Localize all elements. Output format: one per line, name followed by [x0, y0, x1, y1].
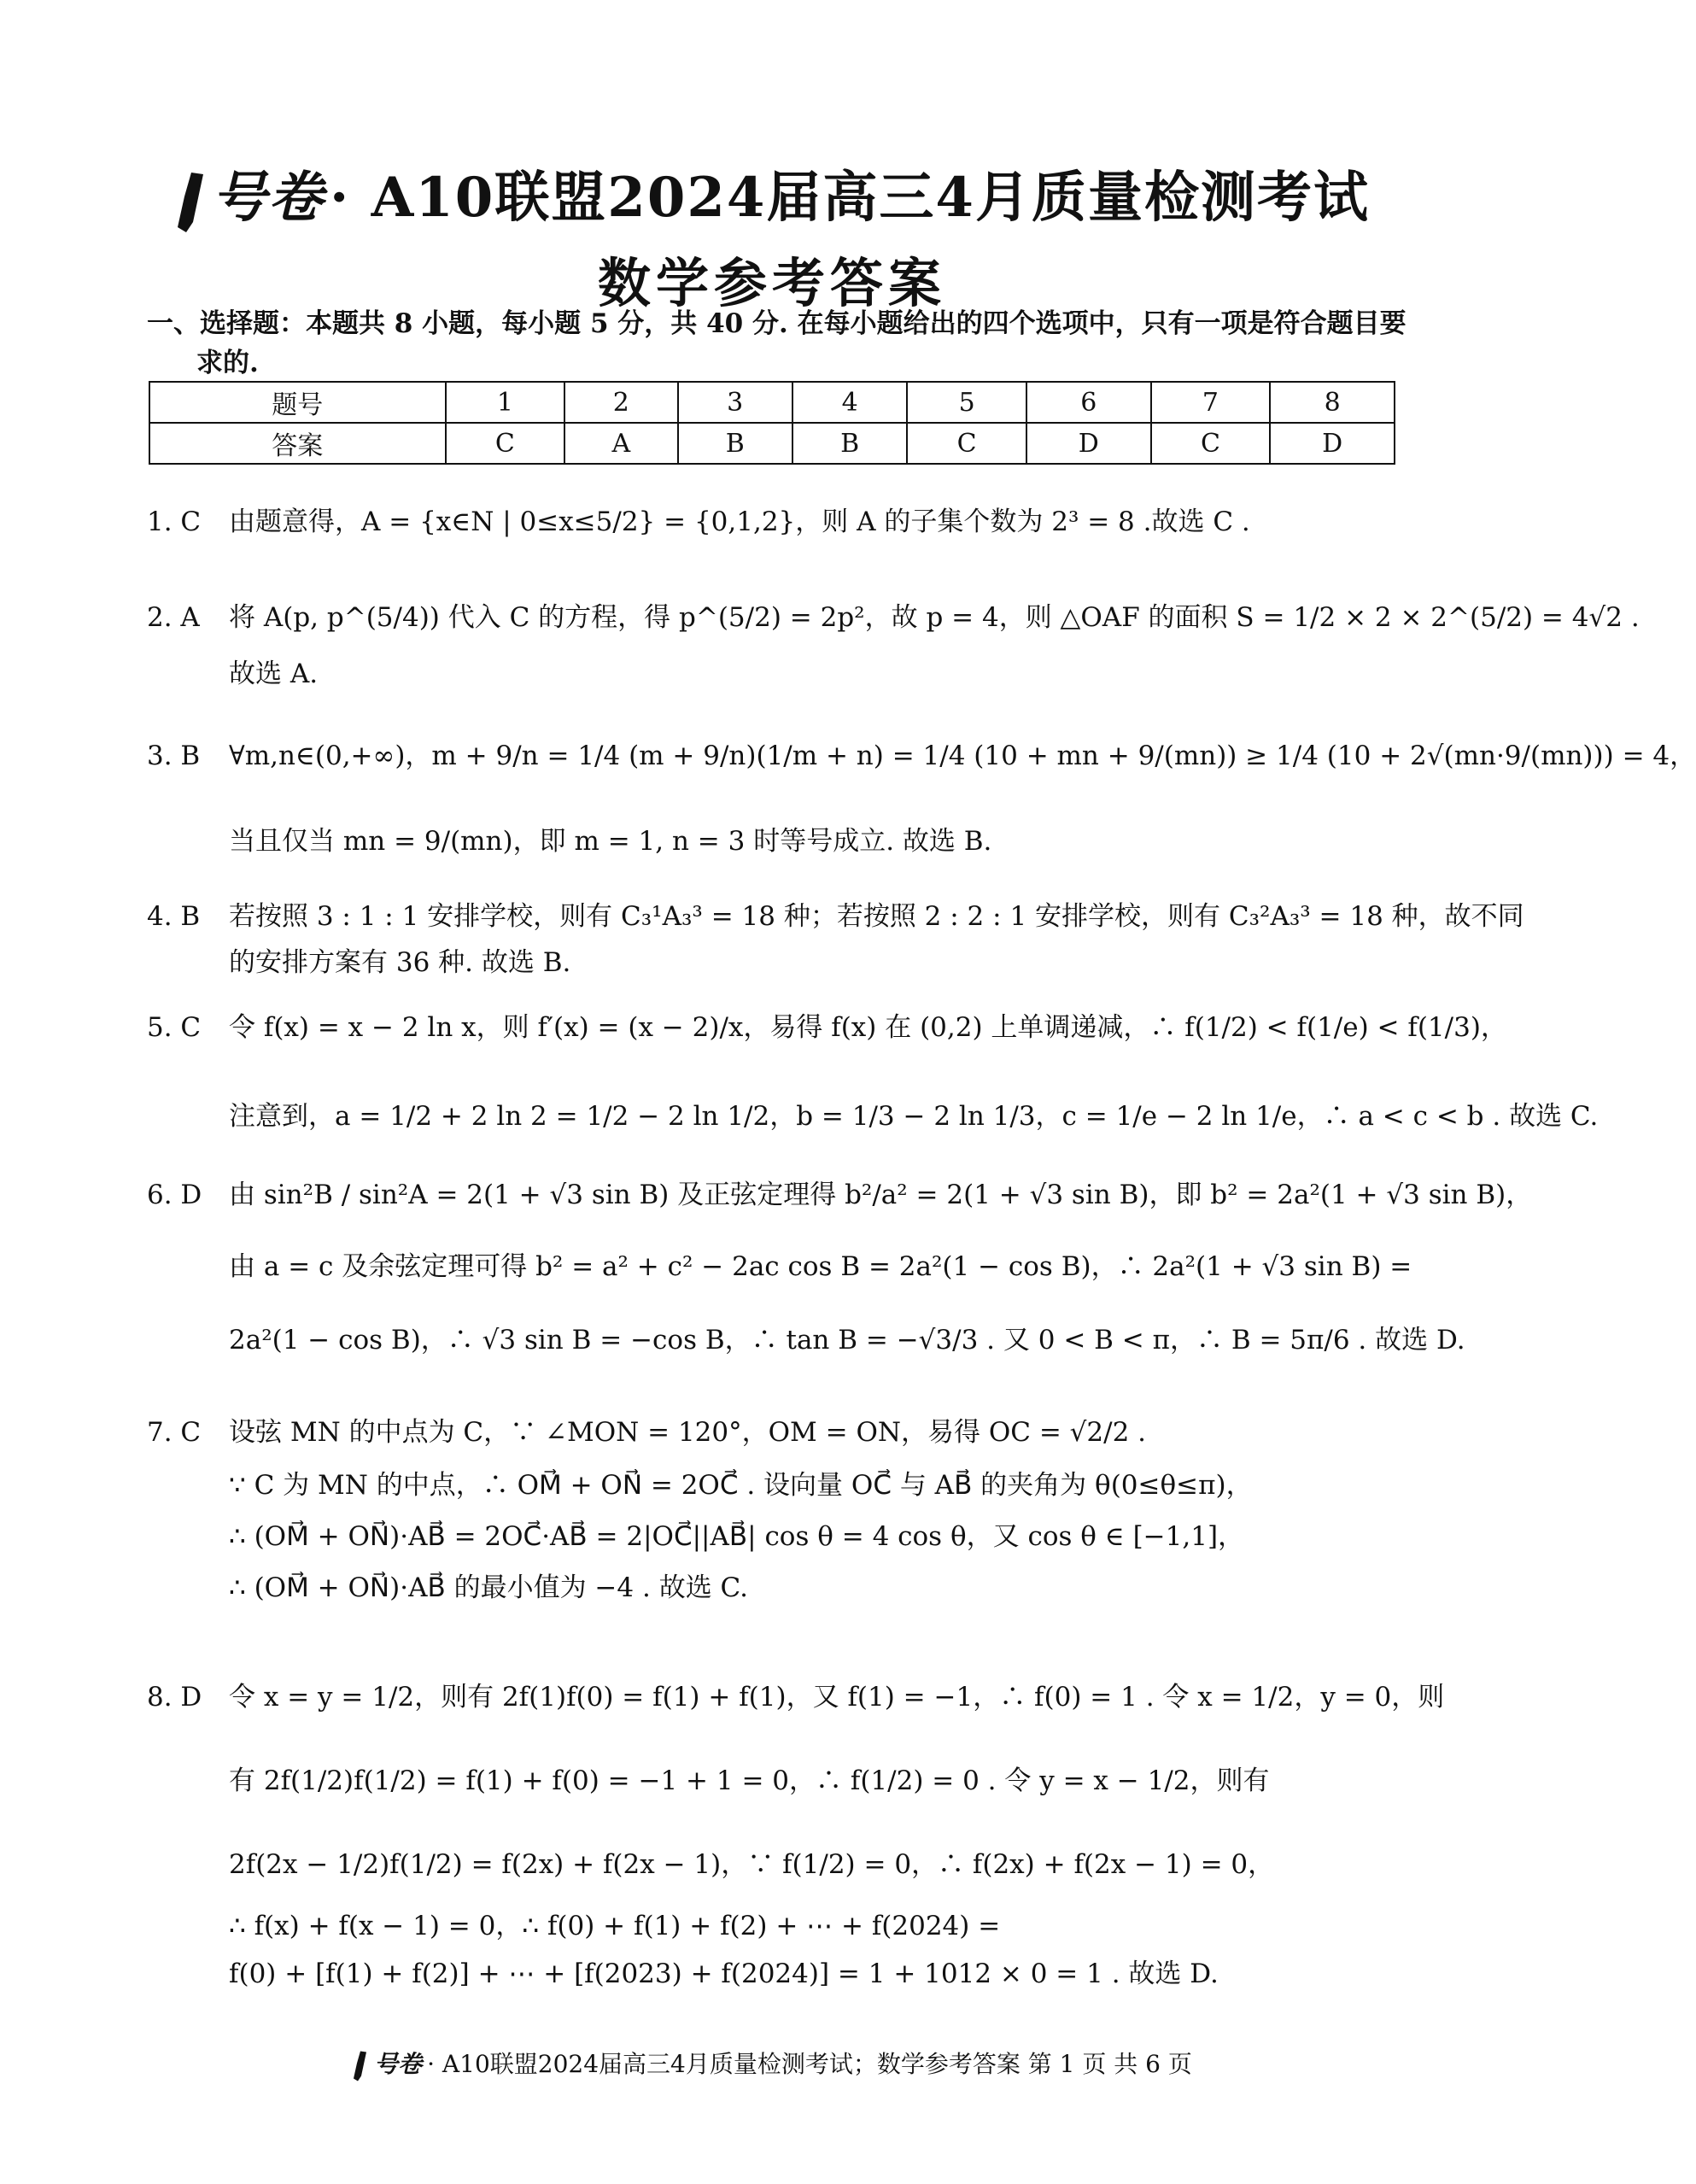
solution-line: 注意到，a = 1/2 + 2 ln 2 = 1/2 − 2 ln 1/2，b = 1/3 − 2 ln 1/3，c = 1/e − 2 ln 1/e，∴ a < c < b . 故选 C.	[229, 1101, 1599, 1132]
solution-line: 有 2f(1/2)f(1/2) = f(1) + f(0) = −1 + 1 = 0，∴ f(1/2) = 0 . 令 y = x − 1/2，则有	[229, 1765, 1270, 1796]
solution-label: 4. B	[147, 901, 201, 932]
footer-logo-text: 号卷	[374, 2050, 423, 2078]
brush-logo-icon	[174, 171, 205, 234]
solution-8	[147, 1678, 1445, 1994]
table-cell: B	[678, 423, 792, 464]
table-cell: 8	[1270, 382, 1395, 423]
table-cell: 5	[907, 382, 1026, 423]
solution-line: 设弦 MN 的中点为 C，∵ ∠MON = 120°，OM = ON，易得 OC = √2/2 .	[229, 1417, 1147, 1448]
solution-label: 2. A	[147, 602, 200, 633]
solution-line: ∴ (OM⃗ + ON⃗)·AB⃗ 的最小值为 −4 . 故选 C.	[229, 1572, 749, 1603]
solution-line: ∴ f(x) + f(x − 1) = 0，∴ f(0) + f(1) + f(2) + ⋯ + f(2024) =	[229, 1911, 1001, 1941]
solution-line: 2a²(1 − cos B)，∴ √3 sin B = −cos B，∴ tan B = −√3/3 . 又 0 < B < π，∴ B = 5π/6 . 故选 D.	[229, 1325, 1465, 1355]
table-cell: 3	[678, 382, 792, 423]
solution-7	[147, 1413, 1411, 1607]
solution-line: 令 f(x) = x − 2 ln x，则 f′(x) = (x − 2)/x，易得 f(x) 在 (0,2) 上单调递减，∴ f(1/2) < f(1/e) < f(1/3)，	[229, 1012, 1507, 1043]
solution-line: 由 sin²B / sin²A = 2(1 + √3 sin B) 及正弦定理得 b²/a² = 2(1 + √3 sin B)，即 b² = 2a²(1 + √3 sin B)，	[229, 1180, 1533, 1210]
solution-line: 由题意得，A = {x∈N | 0≤x≤5/2} = {0,1,2}，则 A 的子集个数为 2³ = 8 .故选 C .	[229, 506, 1250, 537]
table-cell: 6	[1026, 382, 1151, 423]
solution-line: 若按照 3 : 1 : 1 安排学校，则有 C₃¹A₃³ = 18 种；若按照 2 : 2 : 1 安排学校，则有 C₃²A₃³ = 18 种，故不同	[229, 901, 1524, 932]
table-cell: A	[564, 423, 677, 464]
table-row	[149, 423, 1395, 464]
table-cell: C	[446, 423, 565, 464]
solution-line: 当且仅当 mn = 9/(mn)，即 m = 1, n = 3 时等号成立. 故选 B.	[229, 826, 992, 857]
table-row	[149, 382, 1395, 423]
solution-label: 1. C	[147, 506, 202, 537]
page-title	[0, 154, 1544, 234]
solution-line: 将 A(p, p^(5/4)) 代入 C 的方程，得 p^(5/2) = 2p²，故 p = 4，则 △OAF 的面积 S = 1/2 × 2 × 2^(5/2) = 4√2 .	[229, 602, 1640, 633]
solution-line: f(0) + [f(1) + f(2)] + ⋯ + [f(2023) + f(2024)] = 1 + 1012 × 0 = 1 . 故选 D.	[229, 1959, 1219, 1989]
section-heading	[147, 304, 1411, 383]
solution-2	[147, 598, 1640, 694]
table-cell: 4	[792, 382, 907, 423]
table-cell: 7	[1151, 382, 1271, 423]
table-cell: 1	[446, 382, 565, 423]
section-heading-line: 一、选择题：本题共 8 小题，每小题 5 分，共 40 分. 在每小题给出的四个选项中，只有一项是符合题目要	[147, 308, 1407, 339]
table-cell: D	[1270, 423, 1395, 464]
table-cell: 2	[564, 382, 677, 423]
table-header-cell: 答案	[149, 423, 446, 464]
section-heading-line: 求的.	[196, 348, 259, 378]
footer-text: · A10联盟2024届高三4月质量检测考试；数学参考答案 第 1 页 共 6 页	[427, 2050, 1192, 2078]
solution-line: ∀m,n∈(0,+∞)，m + 9/n = 1/4 (m + 9/n)(1/m + n) = 1/4 (10 + mn + 9/(mn)) ≥ 1/4 (10 + 2√(mn·9/(mn))) = 4，	[229, 741, 1696, 771]
solution-line: ∵ C 为 MN 的中点，∴ OM⃗ + ON⃗ = 2OC⃗ . 设向量 OC⃗ 与 AB⃗ 的夹角为 θ(0≤θ≤π)，	[229, 1470, 1253, 1501]
solution-line: ∴ (OM⃗ + ON⃗)·AB⃗ = 2OC⃗·AB⃗ = 2|OC⃗||AB⃗| cos θ = 4 cos θ，又 cos θ ∈ [−1,1]，	[229, 1521, 1245, 1552]
solution-3	[147, 736, 1696, 861]
solution-line: 令 x = y = 1/2，则有 2f(1)f(0) = f(1) + f(1)，又 f(1) = −1，∴ f(0) = 1 . 令 x = 1/2，y = 0，则	[229, 1682, 1445, 1713]
solution-line: 由 a = c 及余弦定理可得 b² = a² + c² − 2ac cos B = 2a²(1 − cos B)，∴ 2a²(1 + √3 sin B) =	[229, 1251, 1412, 1282]
logo-text: 号卷	[212, 166, 325, 230]
solution-4	[147, 897, 1524, 982]
solution-line: 的安排方案有 36 种. 故选 B.	[229, 947, 571, 978]
solution-line: 2f(2x − 1/2)f(1/2) = f(2x) + f(2x − 1)，∵ f(1/2) = 0，∴ f(2x) + f(2x − 1) = 0，	[229, 1849, 1275, 1880]
table-cell: C	[1151, 423, 1271, 464]
table-header-cell: 题号	[149, 382, 446, 423]
solution-6	[147, 1175, 1533, 1360]
solution-1	[147, 502, 1411, 542]
solution-line: 故选 A.	[229, 659, 319, 689]
solution-label: 8. D	[147, 1682, 202, 1713]
solution-label: 6. D	[147, 1180, 202, 1210]
page-footer	[0, 2046, 1544, 2082]
page-subtitle: 数学参考答案	[597, 252, 946, 314]
table-cell: C	[907, 423, 1026, 464]
table-cell: D	[1026, 423, 1151, 464]
solution-5	[147, 1008, 1599, 1136]
answer-table	[149, 381, 1395, 465]
exam-title: · A10联盟2024届高三4月质量检测考试	[330, 166, 1370, 230]
solution-label: 7. C	[147, 1417, 202, 1448]
solution-label: 5. C	[147, 1012, 202, 1043]
solution-label: 3. B	[147, 741, 201, 771]
table-cell: B	[792, 423, 907, 464]
brush-logo-icon	[352, 2050, 367, 2082]
